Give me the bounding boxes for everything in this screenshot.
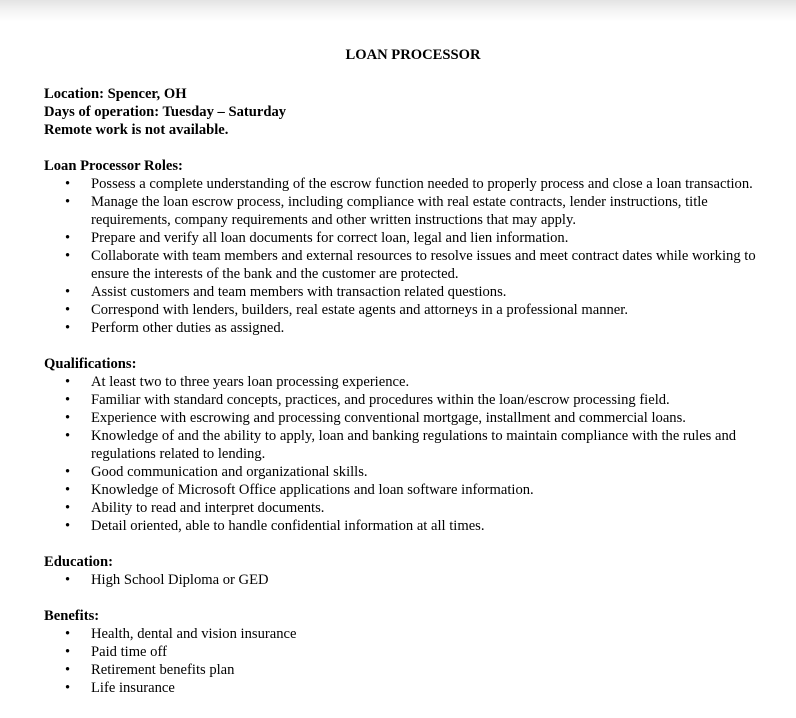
bullet-icon: • [65, 392, 71, 408]
list-item-text: Ability to read and interpret documents. [91, 500, 325, 516]
list-item [44, 427, 774, 463]
list-item [44, 301, 774, 319]
qualifications-list [44, 373, 774, 535]
list-item [44, 247, 774, 283]
list-item [44, 679, 774, 697]
list-item-text: Knowledge of and the ability to apply, loan and banking regulations to maintain compliance with the rules and regulations related to lending. [91, 428, 737, 462]
bullet-icon: • [65, 680, 71, 696]
list-item-text: Retirement benefits plan [91, 662, 235, 678]
list-item-text: Good communication and organizational skills. [91, 464, 368, 480]
bullet-icon: • [65, 194, 71, 210]
list-item-text: Detail oriented, able to handle confidential information at all times. [91, 518, 485, 534]
bullet-icon: • [65, 230, 71, 246]
list-item [44, 229, 774, 247]
list-item-text: Assist customers and team members with transaction related questions. [91, 284, 507, 300]
list-item [44, 391, 774, 409]
document-page [44, 46, 774, 715]
education-list [44, 571, 774, 589]
bullet-icon: • [65, 248, 71, 264]
list-item [44, 409, 774, 427]
location-line: Location: Spencer, OH [44, 86, 187, 102]
benefits-heading: Benefits: [44, 608, 100, 624]
list-item [44, 193, 774, 229]
list-item [44, 319, 774, 337]
list-item [44, 625, 774, 643]
list-item-text: High School Diploma or GED [91, 572, 269, 588]
list-item [44, 373, 774, 391]
list-item-text: Perform other duties as assigned. [91, 320, 285, 336]
job-details [44, 85, 774, 139]
bullet-icon: • [65, 500, 71, 516]
list-item-text: At least two to three years loan processing experience. [91, 374, 410, 390]
bullet-icon: • [65, 284, 71, 300]
roles-list [44, 175, 774, 337]
benefits-list [44, 625, 774, 697]
days-of-operation-line: Days of operation: Tuesday – Saturday [44, 104, 287, 120]
list-item-text: Prepare and verify all loan documents for correct loan, legal and lien information. [91, 230, 569, 246]
list-item [44, 283, 774, 301]
bullet-icon: • [65, 302, 71, 318]
bullet-icon: • [65, 374, 71, 390]
list-item-text: Paid time off [91, 644, 167, 660]
bullet-icon: • [65, 626, 71, 642]
list-item [44, 661, 774, 679]
bullet-icon: • [65, 176, 71, 192]
document-title: LOAN PROCESSOR [345, 47, 481, 63]
list-item-text: Manage the loan escrow process, including compliance with real estate contracts, lender instructions, title requirements, company requirements and other written instructions that may apply. [91, 194, 708, 228]
bullet-icon: • [65, 572, 71, 588]
bullet-icon: • [65, 428, 71, 444]
benefits-section [44, 607, 774, 697]
list-item [44, 481, 774, 499]
bullet-icon: • [65, 644, 71, 660]
list-item-text: Possess a complete understanding of the escrow function needed to properly process and close a loan transaction. [91, 176, 753, 192]
list-item [44, 571, 774, 589]
education-section [44, 553, 774, 589]
qualifications-section [44, 355, 774, 535]
remote-work-line: Remote work is not available. [44, 122, 229, 138]
list-item-text: Familiar with standard concepts, practices, and procedures within the loan/escrow processing field. [91, 392, 670, 408]
list-item-text: Collaborate with team members and external resources to resolve issues and meet contract dates while working to ensure the interests of the bank and the customer are protected. [91, 248, 756, 282]
list-item-text: Experience with escrowing and processing conventional mortgage, installment and commercial loans. [91, 410, 686, 426]
roles-heading: Loan Processor Roles: [44, 158, 183, 174]
list-item [44, 517, 774, 535]
list-item-text: Correspond with lenders, builders, real estate agents and attorneys in a professional manner. [91, 302, 628, 318]
list-item [44, 643, 774, 661]
list-item [44, 499, 774, 517]
bullet-icon: • [65, 410, 71, 426]
list-item [44, 175, 774, 193]
bullet-icon: • [65, 518, 71, 534]
bullet-icon: • [65, 320, 71, 336]
list-item-text: Knowledge of Microsoft Office applications and loan software information. [91, 482, 534, 498]
bullet-icon: • [65, 482, 71, 498]
roles-section [44, 157, 774, 337]
list-item-text: Life insurance [91, 680, 175, 696]
list-item [44, 463, 774, 481]
list-item-text: Health, dental and vision insurance [91, 626, 297, 642]
bullet-icon: • [65, 464, 71, 480]
qualifications-heading: Qualifications: [44, 356, 137, 372]
education-heading: Education: [44, 554, 113, 570]
viewer-top-shadow [0, 0, 796, 22]
bullet-icon: • [65, 662, 71, 678]
